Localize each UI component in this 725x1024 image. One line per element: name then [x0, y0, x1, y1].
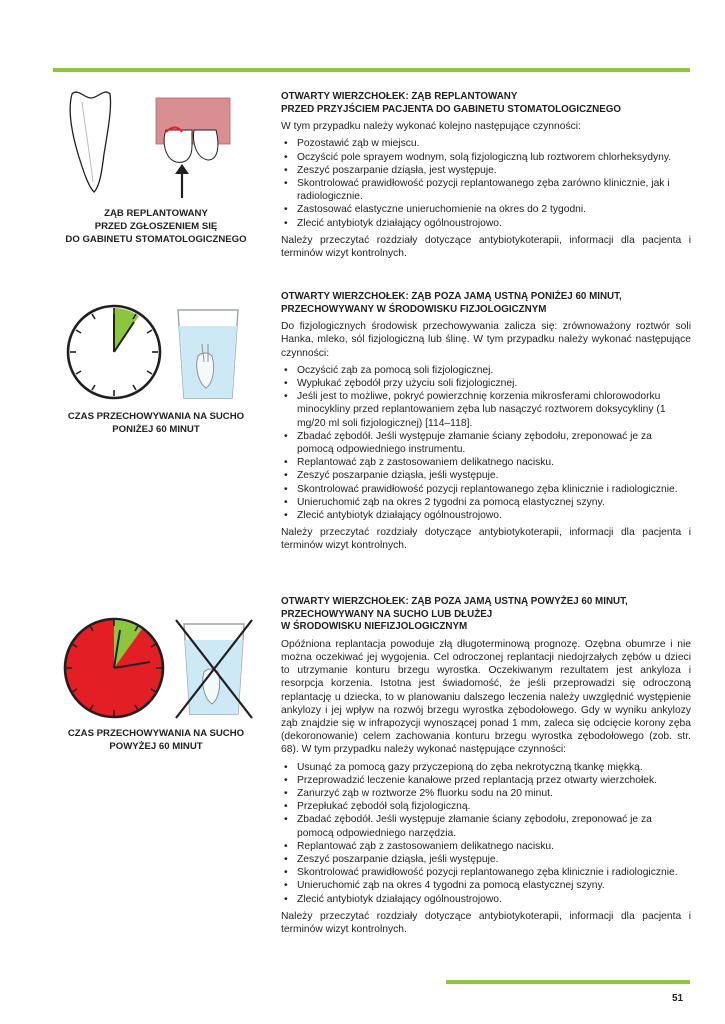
title-line: PRZED PRZYJŚCIEM PACJENTA DO GABINETU STOMATOLOGICZNEGO [281, 103, 622, 115]
list-item: • Unieruchomić ząb na okres 4 tygodni za pomocą elastycznej szyny. [281, 879, 691, 892]
title-line: W ŚRODOWISKU NIEFIZJOLOGICZNYM [281, 621, 468, 633]
section-title [281, 291, 691, 316]
list-item: • Unieruchomić ząb na okres 2 tygodni za pomocą elastycznej szyny. [281, 496, 691, 509]
list-item: • Oczyścić ząb za pomocą soli fizjologicznej. [281, 364, 691, 377]
list-item: • Zeszyć poszarpanie dziąsła, jeśli występuje. [281, 469, 691, 482]
section-3-text [281, 596, 691, 940]
list-item: • Usunąć za pomocą gazy przyczepioną do zęba nekrotyczną tkankę miękką. [281, 761, 691, 774]
section-1-text [281, 91, 691, 264]
list-item: • Zanurzyć ząb w roztworze 2% fluorku sodu na 20 minut. [281, 787, 691, 800]
section-2-caption [56, 410, 256, 436]
section-title [281, 596, 691, 634]
list-item: • Skontrolować prawidłowość pozycji replantowanego zęba zarówno klinicznie, jak i radiologicznie. [281, 177, 691, 203]
steps-list [281, 364, 691, 522]
list-item: • Zlecić antybiotyk działający ogólnoustrojowo. [281, 509, 691, 522]
list-item: • Zastosować elastyczne unieruchomienie na okres do 2 tygodni. [281, 203, 691, 216]
page-number: 51 [672, 993, 684, 1004]
outro-paragraph: Należy przeczytać rozdziały dotyczące antybiotykoterapii, informacji dla pacjenta i terminów wizyt kontrolnych. [281, 910, 691, 936]
caption-line: DO GABINETU STOMATOLOGICZNEGO [65, 234, 247, 246]
caption-line: PRZED ZGŁOSZENIEM SIĘ [94, 221, 218, 233]
list-item: • Przeprowadzić leczenie kanałowe przed replantacją przez otwarty wierzchołek. [281, 774, 691, 787]
list-item: • Skontrolować prawidłowość pozycji replantowanego zęba klinicznie i radiologicznie. [281, 866, 691, 879]
list-item: • Skontrolować prawidłowość pozycji replantowanego zęba klinicznie i radiologicznie. [281, 483, 691, 496]
list-item: • Replantować ząb z zastosowaniem delikatnego nacisku. [281, 840, 691, 853]
replanted-tooth-illustration [58, 86, 258, 202]
bottom-rule [446, 980, 690, 984]
caption-line: POWYŻEJ 60 MINUT [109, 741, 203, 753]
intro-paragraph: Opóźniona replantacja powoduje złą długoterminową prognozę. Ozębna obumrze i nie można oczekiwać jej wygojenia. Cel odroczonej replantacji niedojrzałych zębów u dzieci to utrzymanie konturu brzegu wyrostka. Oczekiwanym rezultatem jest ankyloza i resorpcja korzenia. Istotna jest świadomość, że jeśli przeprowadzi się odroczoną replantację u dziecka, to w planowaniu dalszego leczenia należy uwzględnić występienie ankylozy i jej wpływ na rozwój brzegu wyrostka zębodołowego. Gdy w wyniku ankylozy ząb znajdzie się w infrapozycji wynoszącej ponad 1 mm, zaleca się odcięcie korony zęba (dekoronowanie) celem zachowania konturu brzegu wyrostka zębodołowego (zob. str. 68). W tym przypadku należy wykonać następujące czynności: [281, 638, 691, 756]
caption-line: PONIŻEJ 60 MINUT [112, 424, 200, 436]
outro-paragraph: Należy przeczytać rozdziały dotyczące antybiotykoterapii, informacji dla pacjenta i terminów wizyt kontrolnych. [281, 234, 691, 260]
list-item: • Pozostawić ząb w miejscu. [281, 137, 691, 150]
clock-under-60-illustration [66, 304, 256, 404]
intro-paragraph: Do fizjologicznych środowisk przechowywania zalicza się: zrównoważony roztwór soli Hanka, mleko, sól fizjologiczną lub ślinę. W tym przypadku należy wykonać następujące czynności: [281, 321, 691, 359]
list-item: • Zlecić antybiotyk działający ogólnoustrojowo. [281, 893, 691, 906]
top-rule [53, 68, 690, 72]
list-item: • Zbadać zębodół. Jeśli występuje złamanie ściany zębodołu, zreponować je za pomocą odpowiedniego instrumentu. [281, 430, 691, 456]
steps-list [281, 761, 691, 906]
list-item: • Zbadać zębodół. Jeśli występuje złamanie ściany zębodołu, zreponować je za pomocą odpowiedniego narzędzia. [281, 813, 691, 839]
title-line: PRZECHOWYWANY W ŚRODOWISKU FIZJOLOGICZNYM [281, 303, 547, 315]
title-line: PRZECHOWYWANY NA SUCHO LUB DŁUŻEJ [281, 608, 493, 620]
steps-list [281, 137, 691, 229]
clock-over-60-illustration [62, 616, 258, 722]
list-item: • Zeszyć poszarpanie dziąsła, jeśli występuje. [281, 853, 691, 866]
section-1-caption [56, 207, 256, 247]
title-line: OTWARTY WIERZCHOŁEK: ZĄB POZA JAMĄ USTNĄ PONIŻEJ 60 MINUT, [281, 291, 622, 302]
intro-paragraph: W tym przypadku należy wykonać kolejno następujące czynności: [281, 121, 581, 133]
caption-line: ZĄB REPLANTOWANY [104, 208, 208, 219]
list-item: • Wypłukać zębodół przy użyciu soli fizjologicznej. [281, 377, 691, 390]
list-item: • Jeśli jest to możliwe, pokryć powierzchnię korzenia mikrosferami chlorowodorku minocykliny przed replantowaniem zęba lub nasączyć roztworem doksycykliny (1 mg/20 ml soli fizjologicznej) [114–118]. [281, 390, 691, 430]
list-item: • Oczyścić pole sprayem wodnym, solą fizjologiczną lub roztworem chlorheksydyny. [281, 151, 691, 164]
section-2-text [281, 291, 691, 557]
caption-line: CZAS PRZECHOWYWANIA NA SUCHO [67, 411, 245, 422]
replanted-teeth-icon [164, 130, 192, 162]
list-item: • Replantować ząb z zastosowaniem delikatnego nacisku. [281, 456, 691, 469]
outro-paragraph: Należy przeczytać rozdziały dotyczące antybiotykoterapii, informacji dla pacjenta i terminów wizyt kontrolnych. [281, 527, 691, 552]
list-item: • Zlecić antybiotyk działający ogólnoustrojowo. [281, 217, 691, 230]
list-item: • Zeszyć poszarpanie dziąsła, jest występuje. [281, 164, 691, 177]
title-line: OTWARTY WIERZCHOŁEK: ZĄB POZA JAMĄ USTNĄ POWYŻEJ 60 MINUT, [281, 596, 628, 607]
section-3-caption [56, 727, 256, 753]
caption-line: CZAS PRZECHOWYWANIA NA SUCHO [67, 728, 245, 739]
list-item: • Przepłukać zębodół solą fizjologiczną. [281, 800, 691, 813]
section-title [281, 91, 691, 116]
single-tooth-icon [70, 92, 110, 192]
title-line: OTWARTY WIERZCHOŁEK: ZĄB REPLANTOWANY [281, 91, 518, 102]
